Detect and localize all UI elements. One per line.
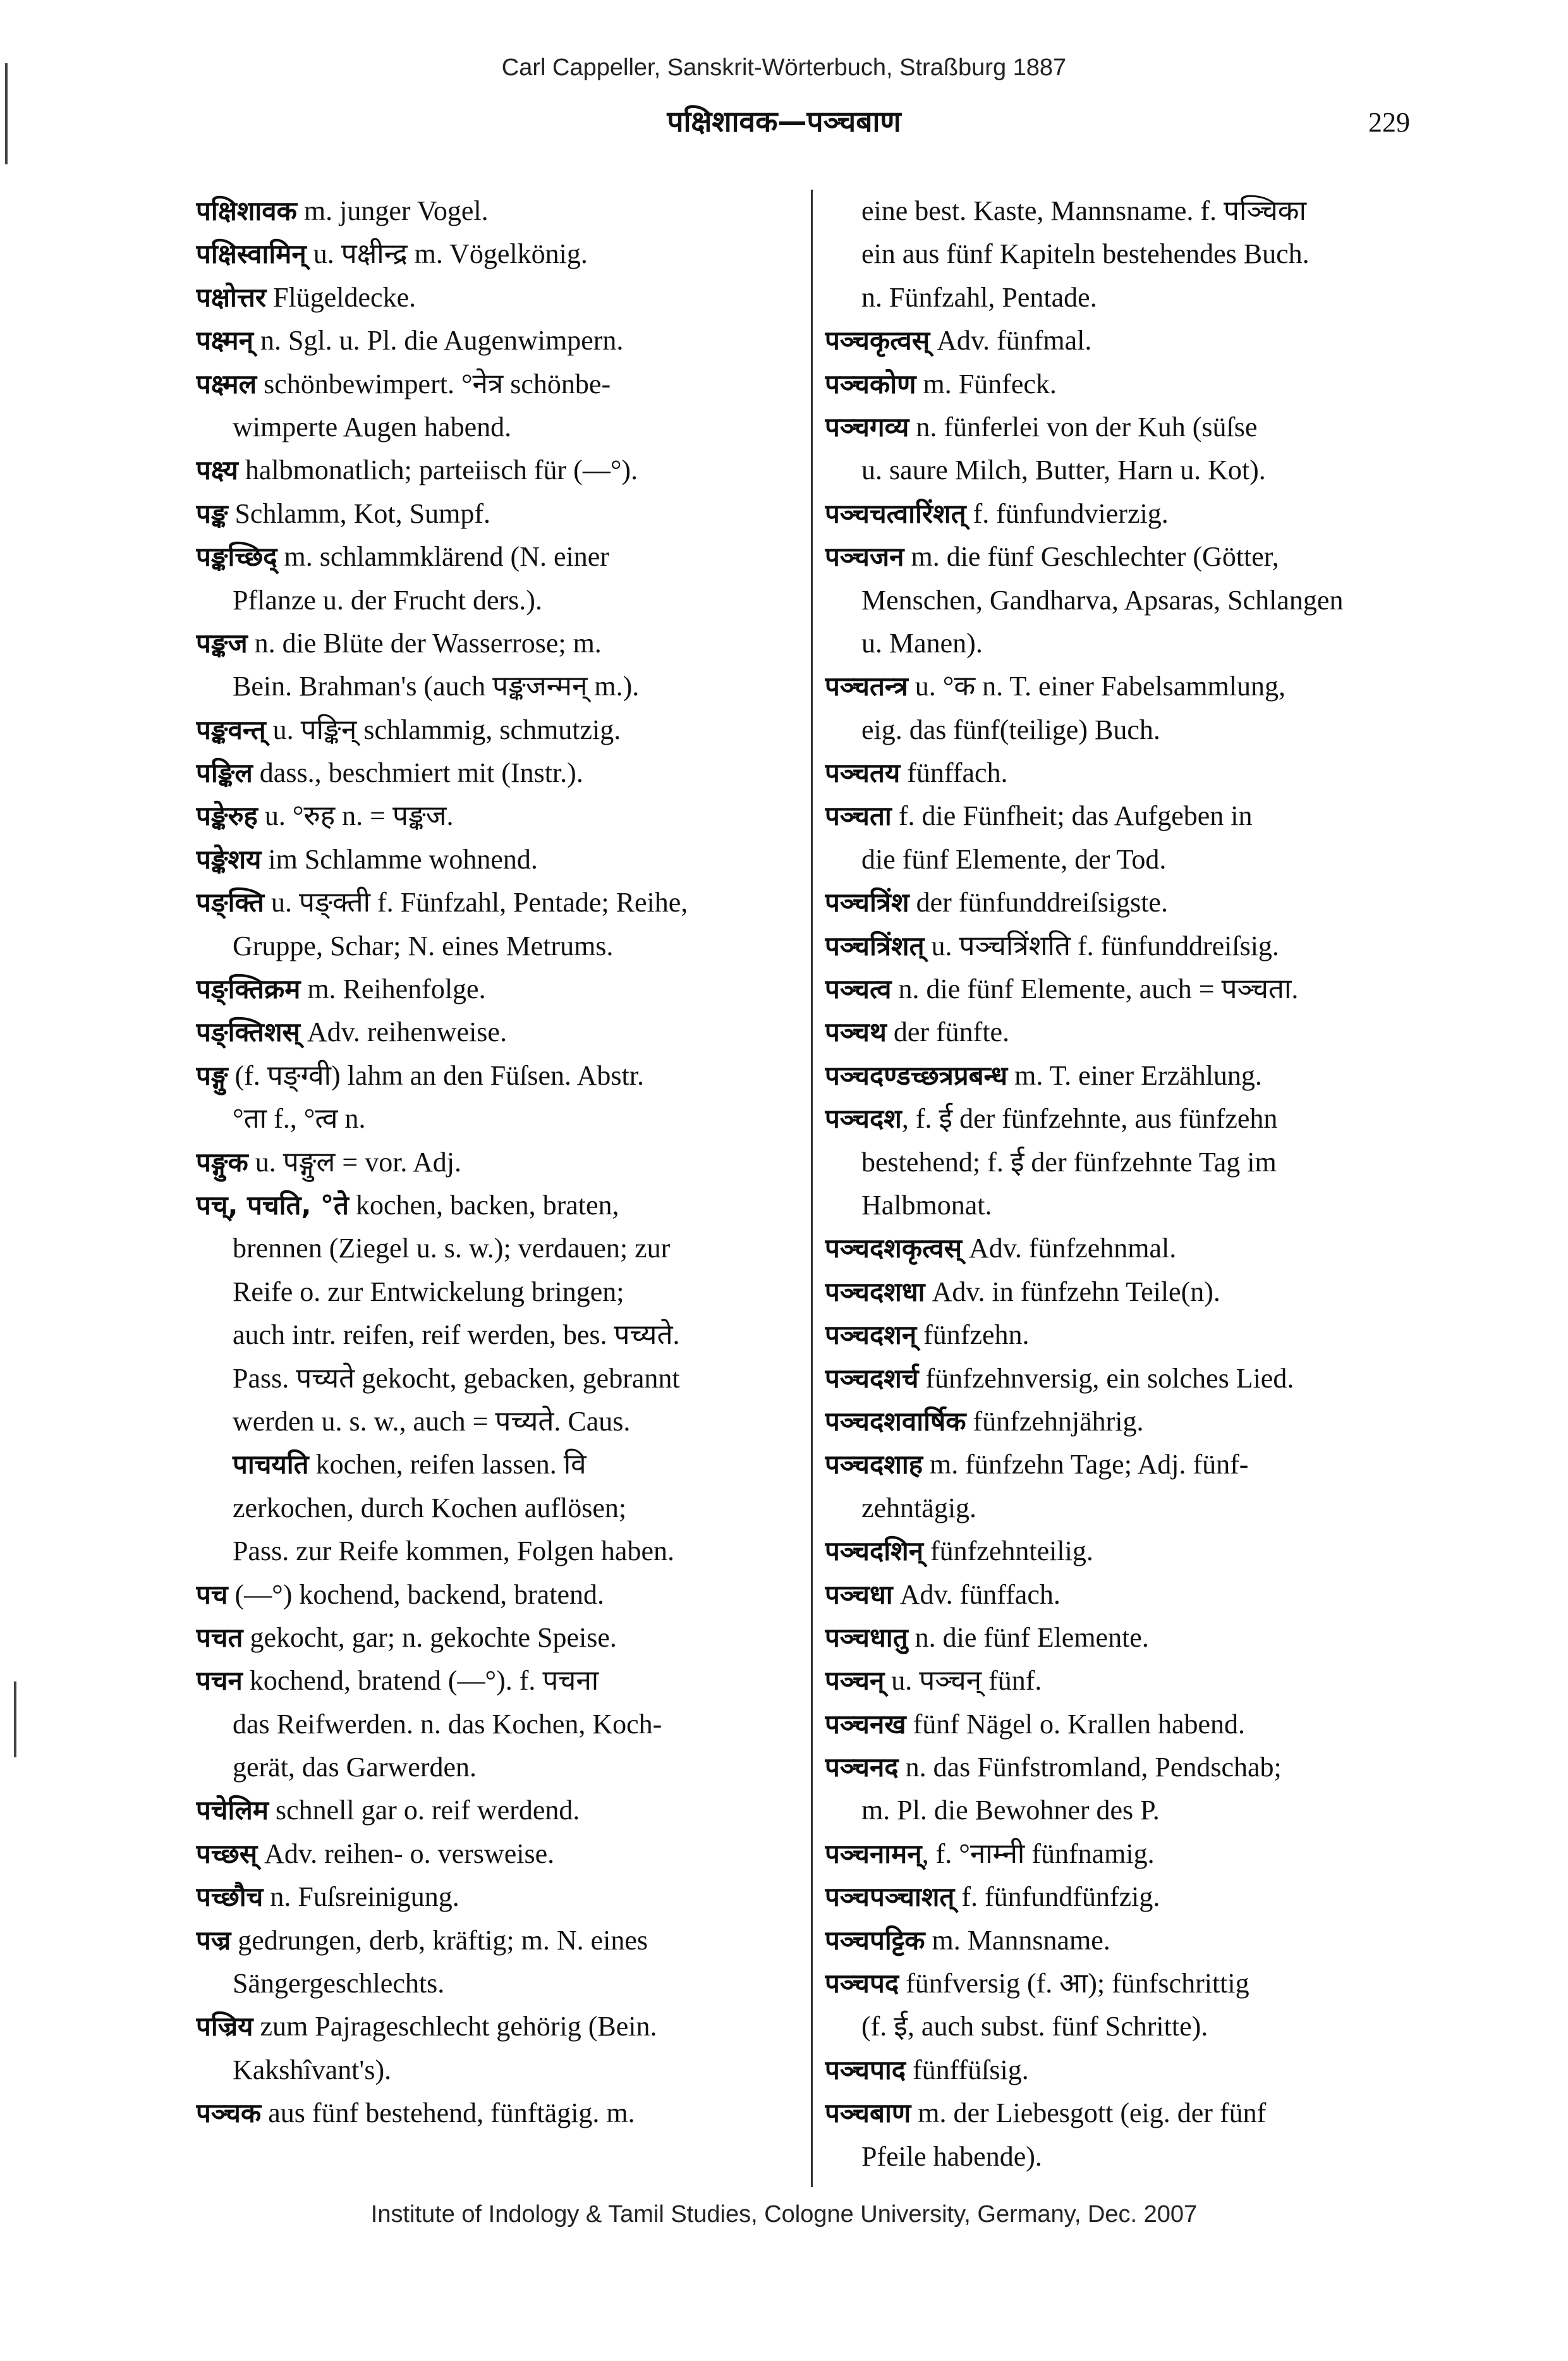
definition-text: dass., beschmiert mit (Instr.). [252, 757, 583, 789]
right-entry-line [825, 233, 1431, 276]
right-entry-line [825, 2049, 1431, 2092]
definition-text: n. die Blüte der Wasserrose; m. [247, 627, 602, 659]
headword: पज्र [196, 1924, 231, 1956]
left-entry-line [196, 752, 799, 795]
scan-edge-mark [14, 1681, 16, 1757]
definition-text: u. पङ्क्ती f. Fünfzahl, Pentade; Reihe, [264, 887, 688, 918]
headword: पञ्चदशन् [825, 1319, 917, 1351]
definition-text: schnell gar o. reif werdend. [269, 1795, 580, 1826]
right-entry-line [825, 2135, 1431, 2178]
definition-text: m. der Liebesgott (eig. der fünf [911, 2097, 1267, 2129]
definition-text: m. die fünf Geschlechter (Götter, [904, 541, 1279, 573]
left-entry-line [196, 319, 799, 362]
left-entry-line [196, 1184, 799, 1227]
left-entry-line [196, 2049, 799, 2092]
headword: पक्ष्मल [196, 368, 257, 400]
left-entry-line [196, 1833, 799, 1876]
headword: पञ्चधातु [825, 1621, 908, 1653]
right-entry-line [825, 1227, 1431, 1270]
definition-text: Adv. reihenweise. [300, 1016, 507, 1048]
headword: पच्छौच [196, 1881, 264, 1913]
definition-text: m. Fünfeck. [916, 368, 1057, 400]
definition-text: Gruppe, Schar; N. eines Metrums. [233, 930, 614, 961]
headword: पङ्किल [196, 757, 253, 789]
headword: पञ्चबाण [825, 2097, 911, 2129]
headword: पञ्चदशवार्षिक [825, 1405, 966, 1437]
headword: पङ्गुक [196, 1146, 248, 1178]
headword: पक्ष्मन् [196, 325, 253, 357]
right-entry-line [825, 1573, 1431, 1616]
left-entry-line [196, 1357, 799, 1400]
definition-text: n. die fünf Elemente. [908, 1621, 1149, 1653]
left-entry-line [196, 1789, 799, 1832]
headword: पञ्चथ [825, 1016, 887, 1048]
left-entry-line [196, 1011, 799, 1054]
headword: पञ्चदशर्च [825, 1362, 919, 1394]
right-entry-line [825, 1314, 1431, 1357]
left-entry-line [196, 665, 799, 708]
right-entry-line [825, 795, 1431, 838]
definition-text: n. fünferlei von der Kuh (süſse [909, 411, 1258, 442]
left-entry-line [196, 1141, 799, 1184]
right-entry-line [825, 1530, 1431, 1573]
right-entry-line [825, 406, 1431, 449]
definition-text: ein aus fünf Kapiteln bestehendes Buch. [861, 238, 1310, 270]
left-entry-line [196, 2005, 799, 2048]
left-entry-line [196, 881, 799, 924]
right-entry-line [825, 838, 1431, 881]
definition-text: fünf Nägel o. Krallen habend. [906, 1708, 1246, 1740]
definition-text: der fünfunddreiſsigste. [909, 887, 1168, 918]
headword: पञ्चगव्य [825, 411, 909, 442]
headword: पञ्चत्व [825, 973, 892, 1005]
definition-text: kochend, bratend (—°). f. पचना [242, 1665, 599, 1697]
definition-text: Halbmonat. [861, 1189, 992, 1221]
right-column [825, 190, 1431, 2181]
headword: पङ्कवन्त् [196, 714, 266, 745]
headword: पङ्गु [196, 1059, 228, 1091]
definition-text: fünfzehnversig, ein solches Lied. [918, 1362, 1294, 1394]
headword: पञ्चदशाह [825, 1449, 923, 1480]
definition-text: Menschen, Gandharva, Apsaras, Schlangen [861, 584, 1344, 616]
right-entry-line [825, 968, 1431, 1011]
definition-text: u. पङ्किन् schlammig, schmutzig. [265, 714, 621, 745]
definition-text: zum Pajrageschlecht gehörig (Bein. [253, 2011, 657, 2042]
left-entry-line [196, 535, 799, 578]
headword: पच्, पचति, °ते [196, 1189, 349, 1221]
definition-text: die fünf Elemente, der Tod. [861, 843, 1167, 875]
left-entry-line [196, 1703, 799, 1746]
definition-text: kochen, reifen lassen. वि [308, 1449, 586, 1480]
definition-text: (f. ई, auch subst. fünf Schritte). [861, 2011, 1208, 2042]
right-entry-line [825, 1097, 1431, 1140]
right-entry-line [825, 363, 1431, 406]
definition-text: (—°) kochend, backend, bratend. [228, 1578, 605, 1610]
left-entry-line [196, 1054, 799, 1097]
right-entry-line [825, 1876, 1431, 1919]
definition-text: bestehend; f. ई der fünfzehnte Tag im [861, 1146, 1277, 1178]
definition-text: u. पक्षीन्द्र m. Vögelkönig. [306, 238, 588, 270]
definition-text: m. T. einer Erzählung. [1007, 1059, 1262, 1091]
left-entry-line [196, 1097, 799, 1140]
headword: पञ्चपाद [825, 2054, 906, 2085]
headword: पञ्चक [196, 2097, 262, 2129]
definition-text: eig. das fünf(teilige) Buch. [861, 714, 1160, 745]
definition-text: werden u. s. w., auch = पच्यते. Caus. [233, 1405, 631, 1437]
definition-text: °ता f., °त्व n. [233, 1103, 366, 1135]
definition-text: auch intr. reifen, reif werden, bes. पच्यते. [233, 1319, 680, 1351]
definition-text: zehntägig. [861, 1492, 977, 1523]
right-entry-line [825, 319, 1431, 362]
definition-text: n. Fünfzahl, Pentade. [861, 281, 1097, 313]
left-entry-line [196, 1314, 799, 1357]
definition-text: das Reifwerden. n. das Kochen, Koch- [233, 1708, 662, 1740]
definition-text: n. das Fünfstromland, Pendschab; [898, 1752, 1282, 1783]
right-entry-line [825, 1184, 1431, 1227]
right-entry-line [825, 925, 1431, 968]
right-entry-line [825, 1357, 1431, 1400]
right-entry-line [825, 1011, 1431, 1054]
left-entry-line [196, 579, 799, 622]
headword: पञ्चत्रिंशत् [825, 930, 925, 961]
definition-text: , f. °नाम्नी fünfnamig. [921, 1838, 1155, 1869]
definition-text: der fünfte. [886, 1016, 1010, 1048]
right-entry-line [825, 1962, 1431, 2005]
left-entry-line [196, 492, 799, 535]
definition-text: n. die fünf Elemente, auch = पञ्चता. [891, 973, 1299, 1005]
left-entry-line [196, 363, 799, 406]
headword: पञ्चदशकृत्वस् [825, 1233, 962, 1264]
left-entry-line [196, 1443, 799, 1486]
right-entry-line [825, 622, 1431, 665]
left-entry-line [196, 276, 799, 319]
headword: पञ्चत्रिंश [825, 887, 909, 918]
headword: पञ्चनद [825, 1752, 899, 1783]
headword: पङ्कच्छिद् [196, 541, 277, 573]
headword: पक्षिशावक [196, 195, 297, 226]
right-entry-line [825, 190, 1431, 233]
definition-text: m. junger Vogel. [296, 195, 489, 226]
definition-text: m. schlammklärend (N. einer [277, 541, 609, 573]
headword: पङ्क्ति [196, 887, 264, 918]
definition-text: eine best. Kaste, Mannsname. f. पञ्चिका [861, 195, 1306, 226]
left-entry-line [196, 1746, 799, 1789]
headword: पङ्क्तिशस् [196, 1016, 300, 1048]
definition-text: gekocht, gar; n. gekochte Speise. [243, 1621, 617, 1653]
headword: पङ्क [196, 497, 228, 529]
left-entry-line [196, 1400, 799, 1443]
page-number: 229 [1368, 107, 1410, 138]
definition-text: Flügeldecke. [266, 281, 416, 313]
definition-text: Kakshîvant's). [233, 2054, 392, 2085]
right-entry-line [825, 1919, 1431, 1962]
headword: पचेलिम [196, 1795, 269, 1826]
definition-text: Bein. Brahman's (auch पङ्कजन्मन् m.). [233, 671, 640, 702]
definition-text: Pfeile habende). [861, 2140, 1042, 2172]
headword: पञ्चपञ्चाशत् [825, 1881, 955, 1913]
left-entry-line [196, 1919, 799, 1962]
definition-text: Pflanze u. der Frucht ders.). [233, 584, 542, 616]
definition-text: Adv. fünfmal. [930, 325, 1092, 357]
definition-text: f. fünfundfünfzig. [954, 1881, 1160, 1913]
definition-text: u. पञ्चत्रिंशति f. fünfunddreiſsig. [924, 930, 1279, 961]
definition-text: fünfversig (f. आ); fünfschrittig [899, 1968, 1249, 1999]
definition-text: u. °क n. T. einer Fabelsammlung, [908, 671, 1285, 702]
definition-text: wimperte Augen habend. [233, 411, 512, 442]
definition-text: zerkochen, durch Kochen auflösen; [233, 1492, 627, 1523]
definition-text: Sängergeschlechts. [233, 1968, 445, 1999]
left-entry-line [196, 2092, 799, 2135]
headword: पञ्चचत्वारिंशत् [825, 497, 966, 529]
right-entry-line [825, 535, 1431, 578]
definition-text: n. Sgl. u. Pl. die Augenwimpern. [253, 325, 624, 357]
definition-text: Schlamm, Kot, Sumpf. [228, 497, 491, 529]
left-entry-line [196, 709, 799, 752]
right-entry-line [825, 1616, 1431, 1659]
right-entry-line [825, 752, 1431, 795]
left-entry-line [196, 838, 799, 881]
headword: पज्रिय [196, 2011, 253, 2042]
definition-text: m. Mannsname. [925, 1924, 1110, 1956]
right-entry-line [825, 449, 1431, 492]
definition-text: n. Fuſsreinigung. [263, 1881, 459, 1913]
headword: पञ्चनामन् [825, 1838, 922, 1869]
definition-text: (f. पङ्ग्वी) lahm an den Füſsen. Abstr. [228, 1059, 644, 1091]
headword: पञ्चपट्टिक [825, 1924, 925, 1956]
left-entry-line [196, 190, 799, 233]
headword: पञ्चतय [825, 757, 901, 789]
left-entry-line [196, 622, 799, 665]
definition-text: u. °रुह n. = पङ्कज. [257, 800, 454, 832]
headword: पच [196, 1578, 228, 1610]
right-entry-line [825, 1659, 1431, 1702]
headword: पञ्चधा [825, 1578, 893, 1610]
definition-text: fünffüſsig. [906, 2054, 1029, 2085]
right-entry-line [825, 492, 1431, 535]
left-entry-line [196, 1659, 799, 1702]
right-entry-line [825, 1141, 1431, 1184]
headword: पङ्केरुह [196, 800, 258, 832]
headword: पङ्केशय [196, 843, 262, 875]
headword: पञ्चनख [825, 1708, 906, 1740]
headword: पक्ष्य [196, 455, 238, 486]
left-entry-line [196, 1962, 799, 2005]
definition-text: fünffach. [900, 757, 1008, 789]
right-entry-line [825, 1703, 1431, 1746]
right-entry-line [825, 1487, 1431, 1530]
right-entry-line [825, 1400, 1431, 1443]
right-entry-line [825, 2092, 1431, 2135]
left-entry-line [196, 233, 799, 276]
right-entry-line [825, 276, 1431, 319]
left-entry-line [196, 1487, 799, 1530]
left-entry-line [196, 1271, 799, 1314]
right-entry-line [825, 2005, 1431, 2048]
definition-text: Adv. in fünfzehn Teile(n). [925, 1276, 1220, 1307]
right-entry-line [825, 1833, 1431, 1876]
headword: पङ्कज [196, 627, 248, 659]
left-entry-line [196, 1573, 799, 1616]
definition-text: halbmonatlich; parteiisch für (—°). [238, 455, 638, 486]
definition-text: gedrungen, derb, kräftig; m. N. eines [231, 1924, 648, 1956]
definition-text: u. Manen). [861, 627, 983, 659]
headword: पञ्चकृत्वस् [825, 325, 930, 357]
headword: पाचयति [233, 1449, 309, 1480]
definition-text: schönbewimpert. °नेत्र schönbe- [257, 368, 611, 400]
definition-text: u. saure Milch, Butter, Harn u. Kot). [861, 455, 1266, 486]
definition-text: brennen (Ziegel u. s. w.); verdauen; zur [233, 1233, 671, 1264]
left-entry-line [196, 925, 799, 968]
right-entry-line [825, 1443, 1431, 1486]
right-entry-line [825, 579, 1431, 622]
definition-text: f. die Fünfheit; das Aufgeben in [891, 800, 1253, 832]
headword: पञ्चदश [825, 1103, 902, 1135]
left-entry-line [196, 1616, 799, 1659]
right-entry-line [825, 881, 1431, 924]
definition-text: f. fünfundvierzig. [966, 497, 1169, 529]
definition-text: Pass. zur Reife kommen, Folgen haben. [233, 1535, 674, 1567]
definition-text: kochen, backen, braten, [348, 1189, 619, 1221]
left-entry-line [196, 968, 799, 1011]
definition-text: m. fünfzehn Tage; Adj. fünf- [923, 1449, 1249, 1480]
right-entry-line [825, 665, 1431, 708]
right-entry-line [825, 1271, 1431, 1314]
headword: पक्षिस्वामिन् [196, 238, 307, 270]
scan-edge-mark [5, 63, 8, 164]
definition-text: m. Reihenfolge. [300, 973, 486, 1005]
headword: पञ्चदशिन् [825, 1535, 924, 1567]
source-citation: Carl Cappeller, Sanskrit-Wörterbuch, Straßburg 1887 [501, 54, 1067, 81]
headword: पच्छस् [196, 1838, 258, 1869]
definition-text: u. पङ्गुल = vor. Adj. [248, 1146, 461, 1178]
headword: पञ्चजन [825, 541, 904, 573]
left-entry-line [196, 795, 799, 838]
definition-text: aus fünf bestehend, fünftägig. m. [261, 2097, 635, 2129]
definition-text: gerät, das Garwerden. [233, 1752, 477, 1783]
definition-text: Adv. fünfzehnmal. [961, 1233, 1177, 1264]
left-column [196, 190, 799, 2181]
right-entry-line [825, 1746, 1431, 1789]
left-entry-line [196, 1876, 799, 1919]
headword: पचत [196, 1621, 243, 1653]
definition-text: Pass. पच्यते gekocht, gebacken, gebrannt [233, 1362, 680, 1394]
left-entry-line [196, 1530, 799, 1573]
right-entry-line [825, 709, 1431, 752]
headword: पञ्चदण्डच्छत्रप्रबन्ध [825, 1059, 1008, 1091]
definition-text: im Schlamme wohnend. [261, 843, 538, 875]
definition-text: fünfzehn. [916, 1319, 1030, 1351]
right-entry-line [825, 1054, 1431, 1097]
column-divider [811, 190, 813, 2187]
headword: पचन [196, 1665, 243, 1697]
left-entry-line [196, 406, 799, 449]
definition-text: u. पञ्चन् fünf. [884, 1665, 1042, 1697]
left-entry-line [196, 449, 799, 492]
definition-text: Adv. reihen- o. versweise. [257, 1838, 555, 1869]
headword: पञ्चपद [825, 1968, 899, 1999]
headword: पञ्चता [825, 800, 892, 832]
definition-text: Reife o. zur Entwickelung bringen; [233, 1276, 624, 1307]
definition-text: , f. ई der fünfzehnte, aus fünfzehn [901, 1103, 1278, 1135]
running-head: पक्षिशावक—पञ्चबाण [667, 104, 901, 138]
definition-text: fünfzehnjährig. [966, 1405, 1144, 1437]
headword: पक्षोत्तर [196, 281, 267, 313]
headword: पङ्क्तिक्रम [196, 973, 301, 1005]
digitization-credit: Institute of Indology & Tamil Studies, Cologne University, Germany, Dec. 2007 [370, 2201, 1198, 2228]
definition-text: m. Pl. die Bewohner des P. [861, 1795, 1160, 1826]
left-entry-line [196, 1227, 799, 1270]
headword: पञ्चन् [825, 1665, 885, 1697]
definition-text: Adv. fünffach. [892, 1578, 1061, 1610]
headword: पञ्चकोण [825, 368, 916, 400]
right-entry-line [825, 1789, 1431, 1832]
headword: पञ्चदशधा [825, 1276, 925, 1307]
definition-text: fünfzehnteilig. [923, 1535, 1093, 1567]
headword: पञ्चतन्त्र [825, 671, 908, 702]
